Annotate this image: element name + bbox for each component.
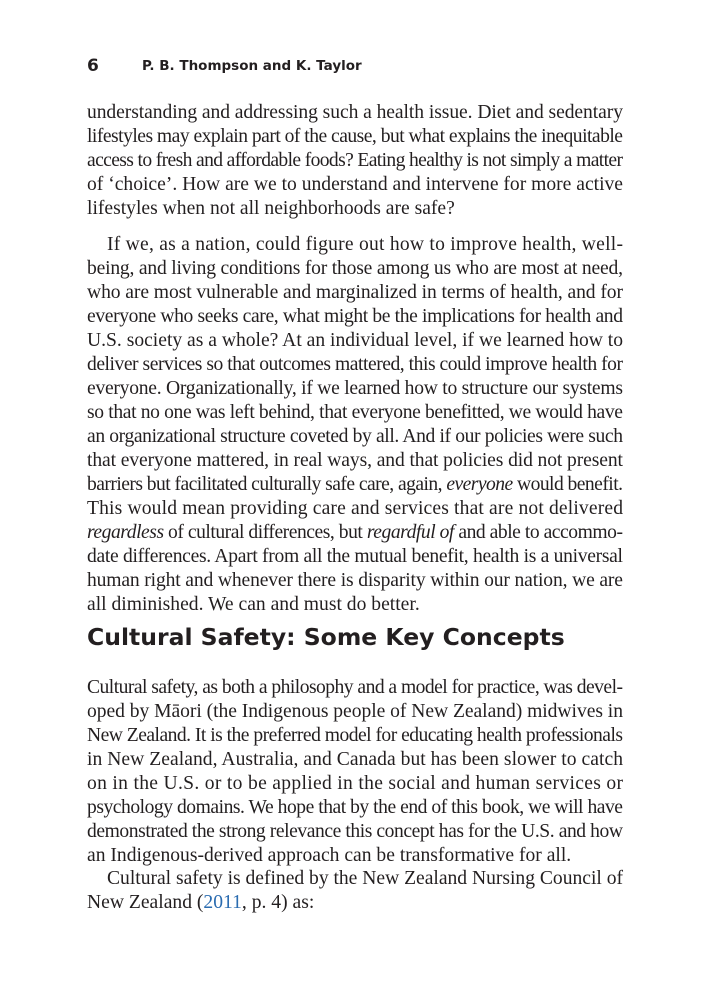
text-run: in New Zealand, Australia, and Canada but has been slower to catch — [87, 749, 623, 770]
text-line — [87, 378, 623, 399]
text-line — [87, 282, 623, 303]
text-line — [107, 234, 623, 255]
text-run: lifestyles when not all neighborhoods are safe? — [87, 198, 455, 219]
text-line — [87, 797, 623, 818]
text-run: would benefit. — [512, 474, 623, 495]
text-line — [87, 402, 623, 423]
text-run: access to fresh and affordable foods? Eating healthy is not simply a matter — [87, 150, 623, 171]
page-number: 6 — [87, 56, 99, 76]
paragraph-cultural-safety-definition — [87, 868, 623, 913]
emphasis: regardful of — [366, 522, 455, 543]
text-line — [87, 725, 623, 746]
text-run: demonstrated the strong relevance this concept has for the U.S. and how — [87, 821, 623, 842]
text-run: who are most vulnerable and marginalized in terms of health, and for — [87, 282, 623, 303]
text-line — [87, 498, 623, 519]
text-line — [87, 570, 623, 591]
paragraph-diet-and-lifestyles — [87, 102, 623, 219]
text-line — [87, 426, 623, 447]
text-run: oped by Māori (the Indigenous people of New Zealand) midwives in — [87, 701, 623, 722]
text-line — [107, 868, 623, 889]
running-head-authors: P. B. Thompson and K. Taylor — [142, 58, 362, 74]
text-run: being, and living conditions for those among us who are most at need, — [87, 258, 623, 279]
text-run: date differences. Apart from all the mutual benefit, health is a universal — [87, 546, 623, 567]
emphasis: regardless — [87, 522, 165, 543]
text-run: U.S. society as a whole? At an individual level, if we learned how to — [87, 330, 623, 351]
text-line — [87, 892, 314, 913]
text-run: New Zealand ( — [87, 892, 204, 913]
text-run: psychology domains. We hope that by the end of this book, we will have — [87, 797, 623, 818]
text-line — [87, 594, 420, 615]
text-run: an organizational structure coveted by all. And if our policies were such — [87, 426, 623, 447]
text-line — [87, 845, 571, 866]
text-line — [87, 474, 623, 495]
text-run: everyone. Organizationally, if we learned how to structure our systems — [87, 378, 623, 399]
text-run: so that no one was left behind, that everyone benefitted, we would have — [87, 402, 623, 423]
text-line — [87, 306, 623, 327]
text-run: barriers but facilitated culturally safe care, again, — [87, 474, 447, 495]
text-line — [87, 330, 623, 351]
text-line — [87, 126, 623, 147]
text-line — [87, 174, 623, 195]
text-run: New Zealand. It is the preferred model for educating health professionals — [87, 725, 623, 746]
text-line — [87, 102, 623, 123]
text-line — [87, 677, 623, 698]
text-run: an Indigenous-derived approach can be transformative for all. — [87, 845, 572, 866]
paragraph-cultural-safety-origin — [87, 677, 624, 866]
text-line — [87, 150, 623, 171]
text-run: , p. 4) as: — [241, 892, 315, 913]
text-line — [87, 701, 623, 722]
text-run: Cultural safety is defined by the New Zealand Nursing Council of — [107, 868, 623, 889]
text-run: of cultural differences, but — [163, 522, 368, 543]
text-line — [87, 258, 623, 279]
text-line — [87, 749, 623, 770]
text-run: on in the U.S. or to be applied in the social and human services or — [87, 773, 623, 794]
text-line — [87, 354, 623, 375]
text-run: This would mean providing care and services that are not delivered — [87, 498, 623, 519]
section-heading: Cultural Safety: Some Key Concepts — [87, 623, 565, 651]
emphasis: everyone — [446, 474, 514, 495]
text-run: of ‘choice’. How are we to understand and intervene for more active — [87, 174, 623, 195]
paragraph-nation-health-improvement — [87, 234, 624, 615]
text-run: deliver services so that outcomes mattered, this could improve health for — [87, 354, 623, 375]
text-run: and able to accommo- — [453, 522, 623, 543]
text-run: Cultural safety, as both a philosophy and a model for practice, was devel- — [87, 677, 623, 698]
text-run: that everyone mattered, in real ways, and that policies did not present — [87, 450, 623, 471]
text-line — [87, 546, 624, 567]
text-line — [87, 522, 623, 543]
text-line — [87, 450, 624, 471]
text-line — [87, 773, 623, 794]
text-run: lifestyles may explain part of the cause, but what explains the inequitable — [87, 126, 623, 147]
text-run: understanding and addressing such a health issue. Diet and sedentary — [87, 102, 623, 123]
text-run: all diminished. We can and must do better. — [87, 594, 420, 615]
text-line — [87, 821, 624, 842]
text-run: human right and whenever there is disparity within our nation, we are — [87, 570, 623, 591]
text-line — [87, 198, 455, 219]
running-head — [87, 56, 362, 76]
text-run: everyone who seeks care, what might be the implications for health and — [87, 306, 623, 327]
text-run: If we, as a nation, could figure out how to improve health, well- — [107, 234, 623, 255]
citation-link[interactable]: 2011 — [203, 892, 242, 913]
